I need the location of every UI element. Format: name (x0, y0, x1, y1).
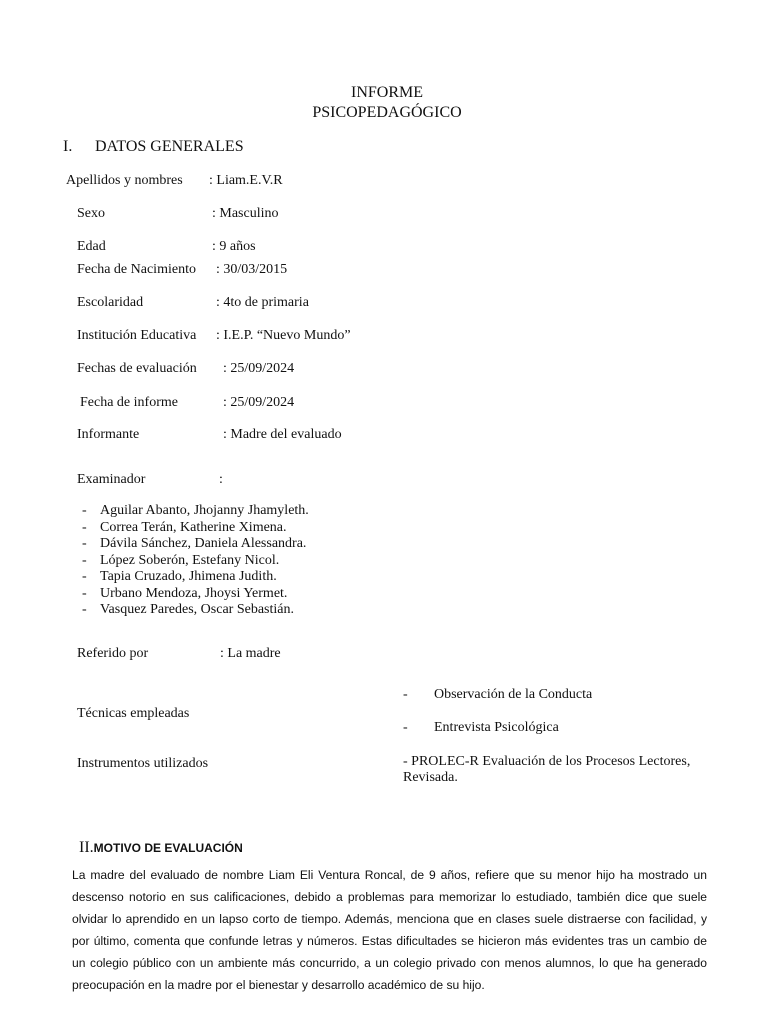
label-examinador: Examinador (77, 472, 146, 487)
label-edad: Edad (77, 239, 106, 254)
list-item: - Dávila Sánchez, Daniela Alessandra. (82, 536, 307, 551)
motivo-paragraph: La madre del evaluado de nombre Liam Eli Ventura Roncal, de 9 años, refiere que su menor hijo ha mostrado un descenso notorio en sus calificaciones, debido a problemas para memorizar lo estudiado, también dice que suele olvidar lo aprendido en un lapso corto de tiempo. Además, menciona que en clases suele distraerse con facilidad, y por último, comenta que confunde letras y números. Estas dificultades se hicieron más evidentes tras un cambio de un colegio público con un ambiente más concurrido, a un colegio privado con menos alumnos, lo que ha generado preocupación en la madre por el bienestar y desarrollo académico de su hijo. (72, 868, 707, 992)
label-sexo: Sexo (77, 206, 105, 221)
label-escolaridad: Escolaridad (77, 295, 144, 310)
dash-bullet: - (82, 503, 87, 518)
dash-bullet: - (82, 569, 87, 584)
section2-heading (79, 839, 243, 858)
list-item: - Urbano Mendoza, Jhoysi Yermet. (82, 585, 288, 601)
tecnica-item: Entrevista Psicológica (434, 720, 559, 735)
list-item: - Tapia Cruzado, Jhimena Judith. (82, 569, 277, 584)
label-tecnicas: Técnicas empleadas (77, 706, 190, 721)
dash-bullet: - (82, 519, 87, 535)
report-title-line2: PSICOPEDAGÓGICO (312, 104, 462, 121)
value-instrumentos: - PROLEC-R Evaluación de los Procesos Lectores, Revisada. (403, 754, 691, 785)
section2-number: II. (79, 839, 94, 856)
section2-title: MOTIVO DE EVALUACIÓN (93, 841, 243, 855)
label-informante: Informante (77, 427, 140, 442)
value-institucion: : I.E.P. “Nuevo Mundo” (216, 328, 351, 343)
dash-bullet: - (82, 552, 87, 568)
label-fecha-informe: Fecha de informe (80, 395, 178, 410)
label-referido: Referido por (77, 646, 149, 661)
label-instrumentos: Instrumentos utilizados (77, 756, 209, 771)
value-informante: : Madre del evaluado (223, 427, 342, 442)
list-item: - López Soberón, Estefany Nicol. (82, 552, 280, 568)
label-nacimiento: Fecha de Nacimiento (77, 262, 196, 277)
section1-number: I. (63, 138, 73, 155)
list-item: - Correa Terán, Katherine Ximena. (82, 519, 287, 535)
value-fechas-evaluacion: : 25/09/2024 (223, 361, 295, 376)
dash-bullet: - (82, 585, 87, 601)
value-referido: : La madre (220, 646, 281, 661)
value-nacimiento: : 30/03/2015 (216, 262, 288, 277)
dash-bullet: - (403, 720, 408, 735)
value-edad: : 9 años (212, 239, 256, 254)
dash-bullet: - (403, 687, 408, 702)
label-institucion: Institución Educativa (77, 328, 197, 343)
report-title-line1: INFORME (350, 84, 423, 101)
value-fecha-informe: : 25/09/2024 (223, 395, 295, 410)
dash-bullet: - (82, 536, 87, 551)
list-item: - Aguilar Abanto, Jhojanny Jhamyleth. (82, 503, 309, 518)
value-nombres: : Liam.E.V.R (209, 173, 283, 188)
value-escolaridad: : 4to de primaria (216, 295, 309, 310)
value-sexo: : Masculino (212, 206, 279, 221)
section1-title: DATOS GENERALES (95, 138, 244, 155)
label-fechas-evaluacion: Fechas de evaluación (77, 361, 197, 376)
value-examinador: : (219, 472, 223, 487)
list-item: - Vasquez Paredes, Oscar Sebastián. (82, 602, 294, 617)
dash-bullet: - (82, 602, 87, 617)
tecnica-item: Observación de la Conducta (434, 687, 593, 702)
label-nombres: Apellidos y nombres (66, 173, 183, 188)
examinadores-list (82, 503, 309, 619)
